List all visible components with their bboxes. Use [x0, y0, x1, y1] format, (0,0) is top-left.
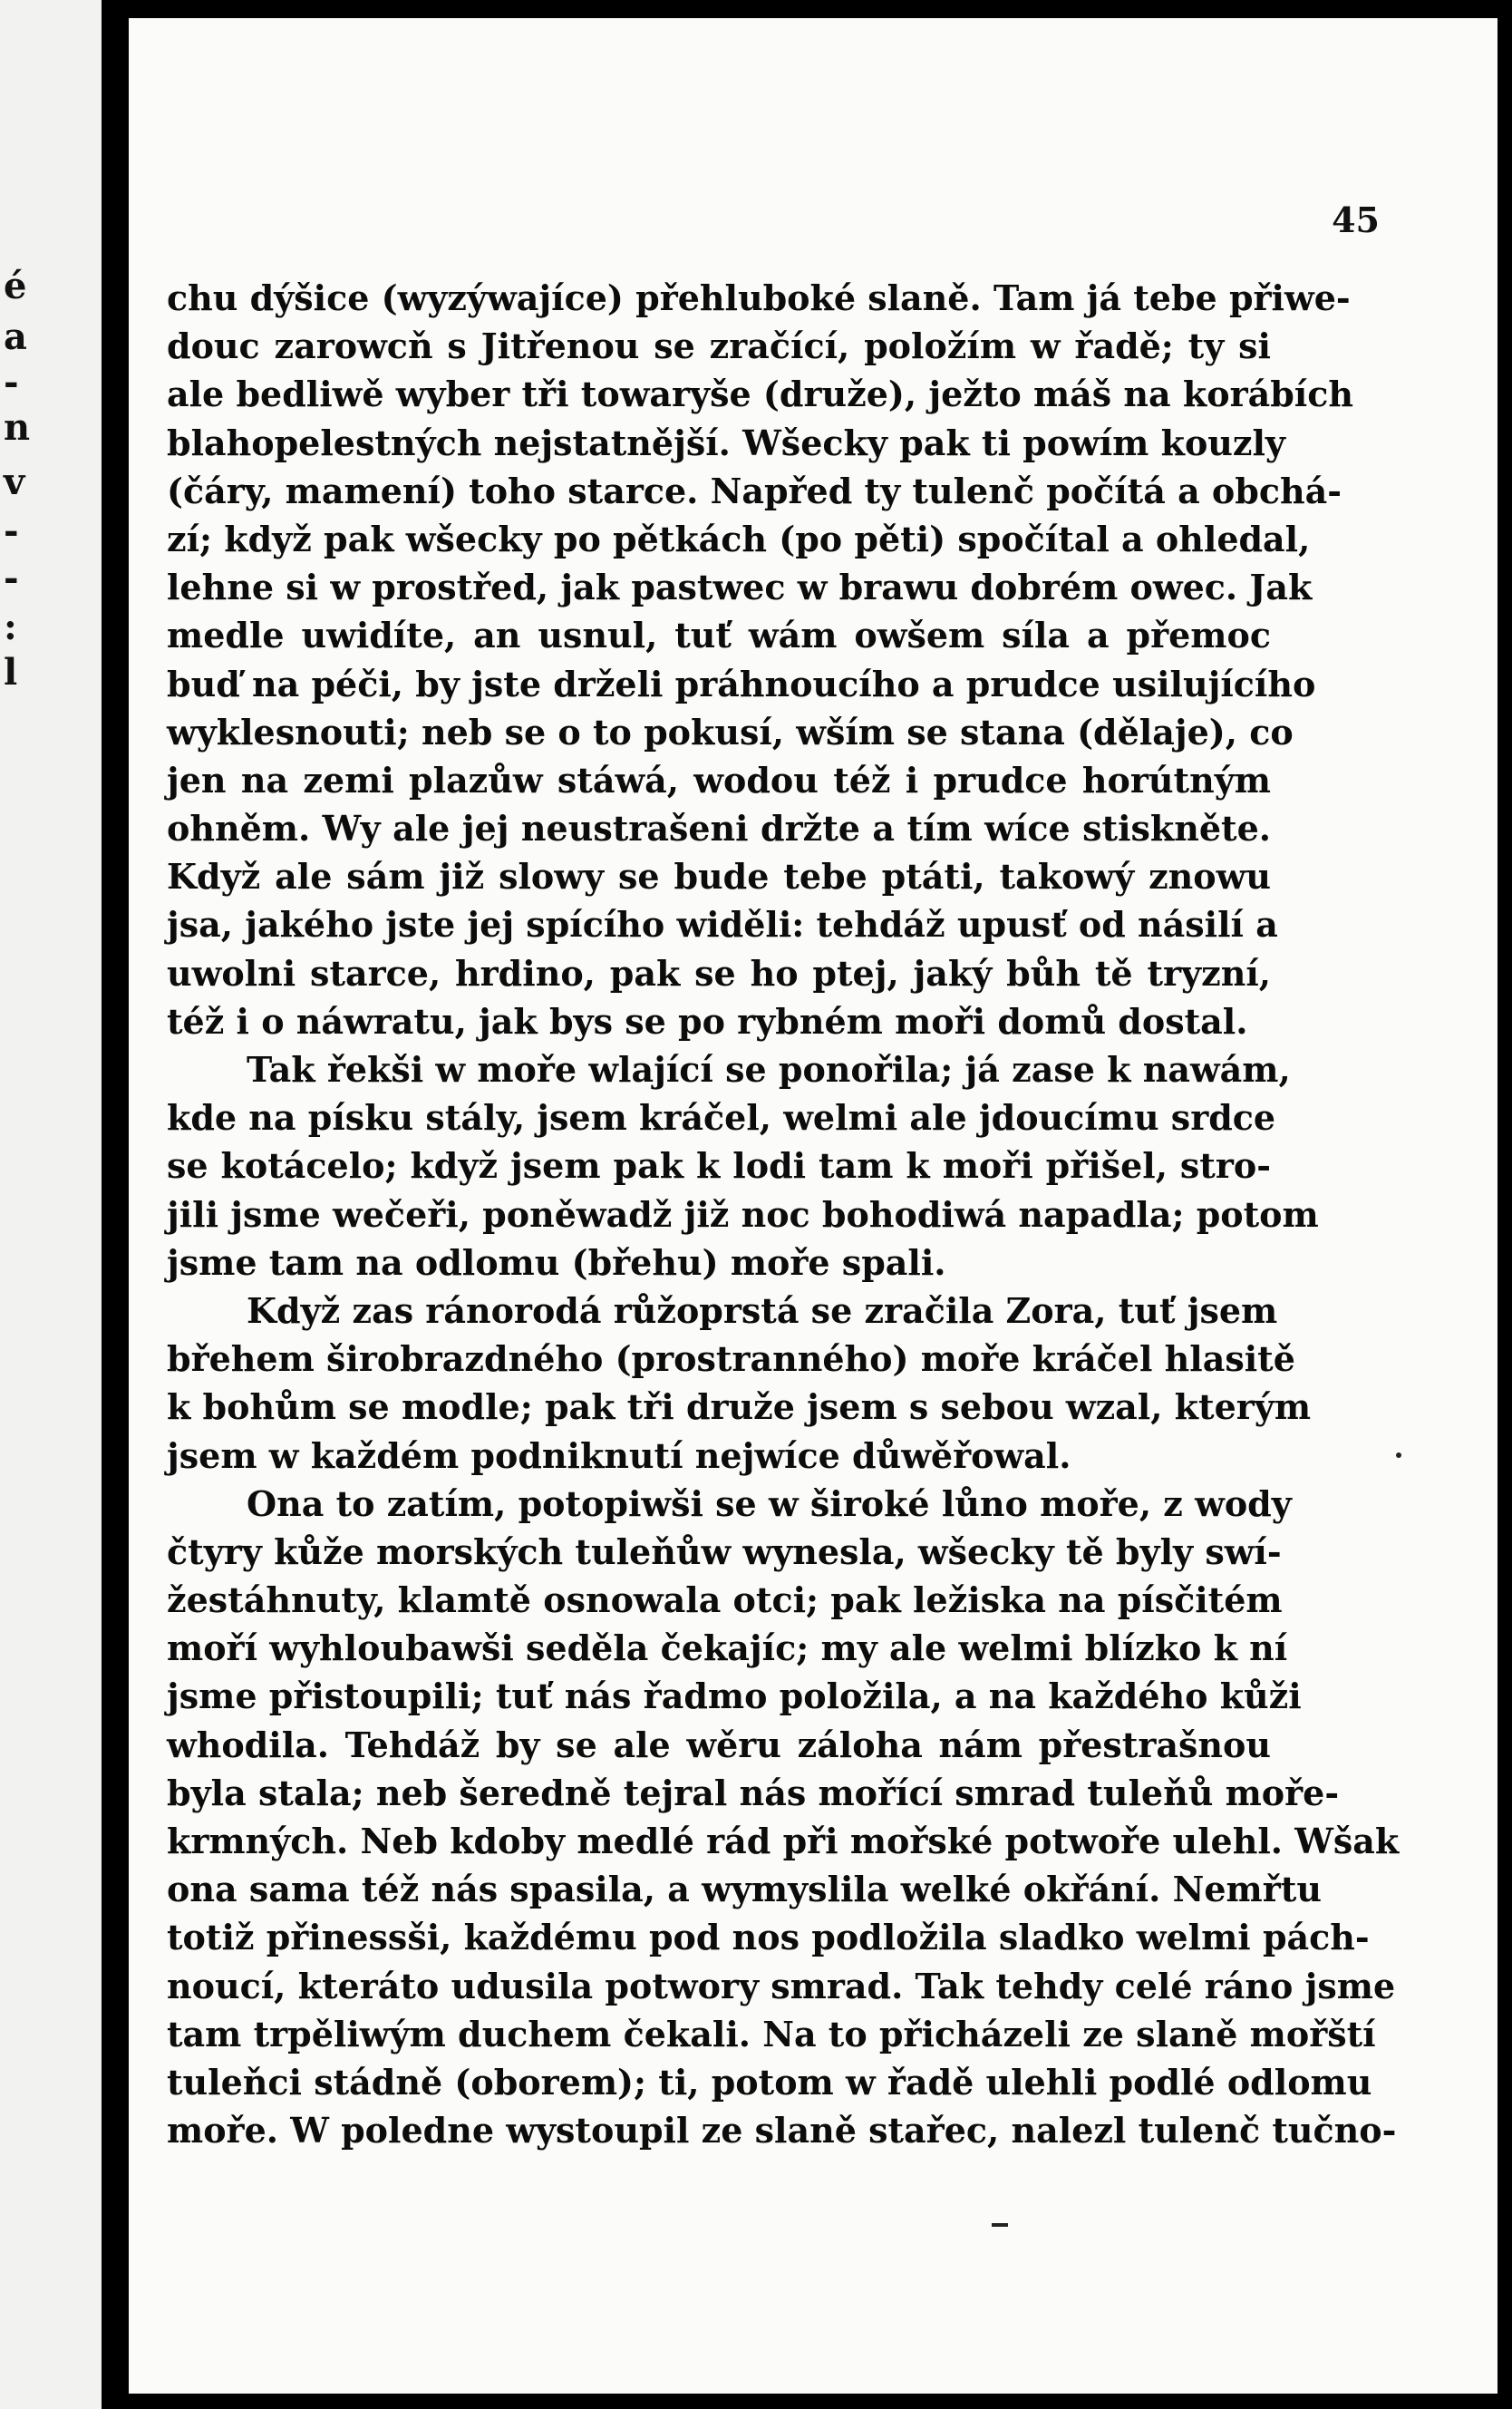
text-line: byla stala; neb šeredně tejral nás mořící smrad tuleňů moře-	[167, 1772, 1340, 1813]
body-text	[167, 274, 1400, 2154]
text-line: břehem širobrazdného (prostranného) moře kráčel hlasitě	[167, 1338, 1295, 1380]
text-line: se kotácelo; když jsem pak k lodi tam k moři přišel, stro-	[167, 1145, 1271, 1187]
text-line: kde na písku stály, jsem kráčel, welmi ale jdoucímu srdce	[167, 1097, 1276, 1139]
margin-fragment: -	[4, 361, 19, 403]
text-line: Když ale sám již slowy se bude tebe ptáti, takowý znowu	[167, 856, 1271, 898]
margin-fragment: l	[4, 651, 18, 694]
margin-fragment: -	[4, 557, 19, 599]
text-line: noucí, kteráto udusila potwory smrad. Tak tehdy celé ráno jsme	[167, 1965, 1396, 2006]
margin-fragment: v	[4, 461, 25, 503]
text-line: medle uwidíte, an usnul, tuť wám owšem síla a přemoc	[167, 615, 1271, 656]
text-line: též i o náwratu, jak bys se po rybném moři domů dostal.	[167, 1000, 1248, 1042]
text-line: (čáry, mamení) toho starce. Napřed ty tulenč počítá a obchá-	[167, 470, 1342, 511]
book-page	[129, 18, 1497, 2394]
text-line: Ona to zatím, potopiwši se w široké lůno moře, z wody	[247, 1482, 1292, 1524]
text-line: ale bedliwě wyber tři towaryše (druže), ježto máš na korábích	[167, 374, 1353, 415]
text-line: buď na péči, by jste drželi práhnoucího a prudce usilujícího	[167, 663, 1316, 704]
print-speck	[1396, 1452, 1401, 1458]
margin-fragment: é	[4, 265, 27, 307]
text-line: blahopelestných nejstatnější. Wšecky pak ti powím kouzly	[167, 422, 1286, 463]
text-line: jsme tam na odlomu (břehu) moře spali.	[167, 1241, 946, 1283]
text-line: ona sama též nás spasila, a wymyslila welké okřání. Nemřtu	[167, 1869, 1322, 1910]
text-line: k bohům se modle; pak tři druže jsem s sebou wzal, kterým	[167, 1386, 1312, 1428]
text-line: zí; když pak wšecky po pětkách (po pěti) spočítal a ohledal,	[167, 518, 1311, 559]
text-line: Když zas ránorodá růžoprstá se zračila Zora, tuť jsem	[247, 1289, 1278, 1331]
margin-fragment: -	[4, 510, 19, 552]
print-speck	[992, 2223, 1008, 2227]
text-line: tam trpěliwým duchem čekali. Na to přicházeli ze slaně mořští	[167, 2013, 1376, 2054]
text-line: wyklesnouti; neb se o to pokusí, wším se stana (dělaje), co	[167, 711, 1294, 753]
page-number: 45	[1332, 199, 1380, 240]
text-line: Tak řekši w moře wlající se ponořila; já zase k nawám,	[247, 1049, 1291, 1090]
text-line: žestáhnuty, klamtě osnowala otci; pak ležiska na písčitém	[167, 1579, 1283, 1621]
book-gutter	[102, 0, 129, 2409]
text-line: krmných. Neb kdoby medlé rád při mořské potwoře ulehl. Wšak	[167, 1821, 1400, 1861]
text-line: jili jsme wečeři, poněwadž již noc bohodiwá napadla; potom	[167, 1193, 1319, 1235]
margin-fragment: :	[4, 606, 17, 648]
text-line: jsa, jakého jste jej spícího widěli: tehdáž upusť od násilí a	[167, 904, 1278, 946]
text-line: jsem w každém podniknutí nejwíce důwěřowal.	[167, 1434, 1071, 1476]
text-line: moří wyhloubawši seděla čekajíc; my ale welmi blízko k ní	[167, 1627, 1288, 1669]
text-line: jsme přistoupili; tuť nás řadmo položila, a na každého kůži	[167, 1676, 1302, 1717]
text-line: whodila. Tehdáž by se ale wěru záloha nám přestrašnou	[167, 1724, 1271, 1765]
text-line: ohněm. Wy ale jej neustrašeni držte a tím wíce stiskněte.	[167, 808, 1271, 850]
text-line: chu dýšice (wyzýwajíce) přehluboké slaně. Tam já tebe přiwe-	[167, 277, 1351, 318]
margin-fragment: a	[4, 316, 27, 358]
text-line: uwolni starce, hrdino, pak se ho ptej, jaký bůh tě tryzní,	[167, 952, 1271, 994]
text-line: douc zarowcň s Jitřenou se zračící, položím w řadě; ty si	[167, 325, 1271, 367]
text-line: tuleňci stádně (oborem); ti, potom w řadě ulehli podlé odlomu	[167, 2061, 1372, 2103]
text-line: lehne si w prostřed, jak pastwec w brawu dobrém owec. Jak	[167, 567, 1313, 608]
text-line: totiž přinessši, každému pod nos podložila sladko welmi pách-	[167, 1917, 1370, 1958]
text-line: moře. W poledne wystoupil ze slaně stařec, nalezl tulenč tučno-	[167, 2110, 1397, 2152]
margin-fragment: n	[4, 406, 31, 449]
text-line: čtyry kůže morských tuleňůw wynesla, wšecky tě byly swí-	[167, 1530, 1282, 1572]
text-line: jen na zemi plazůw stáwá, wodou též i prudce horútným	[167, 759, 1271, 801]
adjacent-page-strip	[0, 0, 102, 2409]
